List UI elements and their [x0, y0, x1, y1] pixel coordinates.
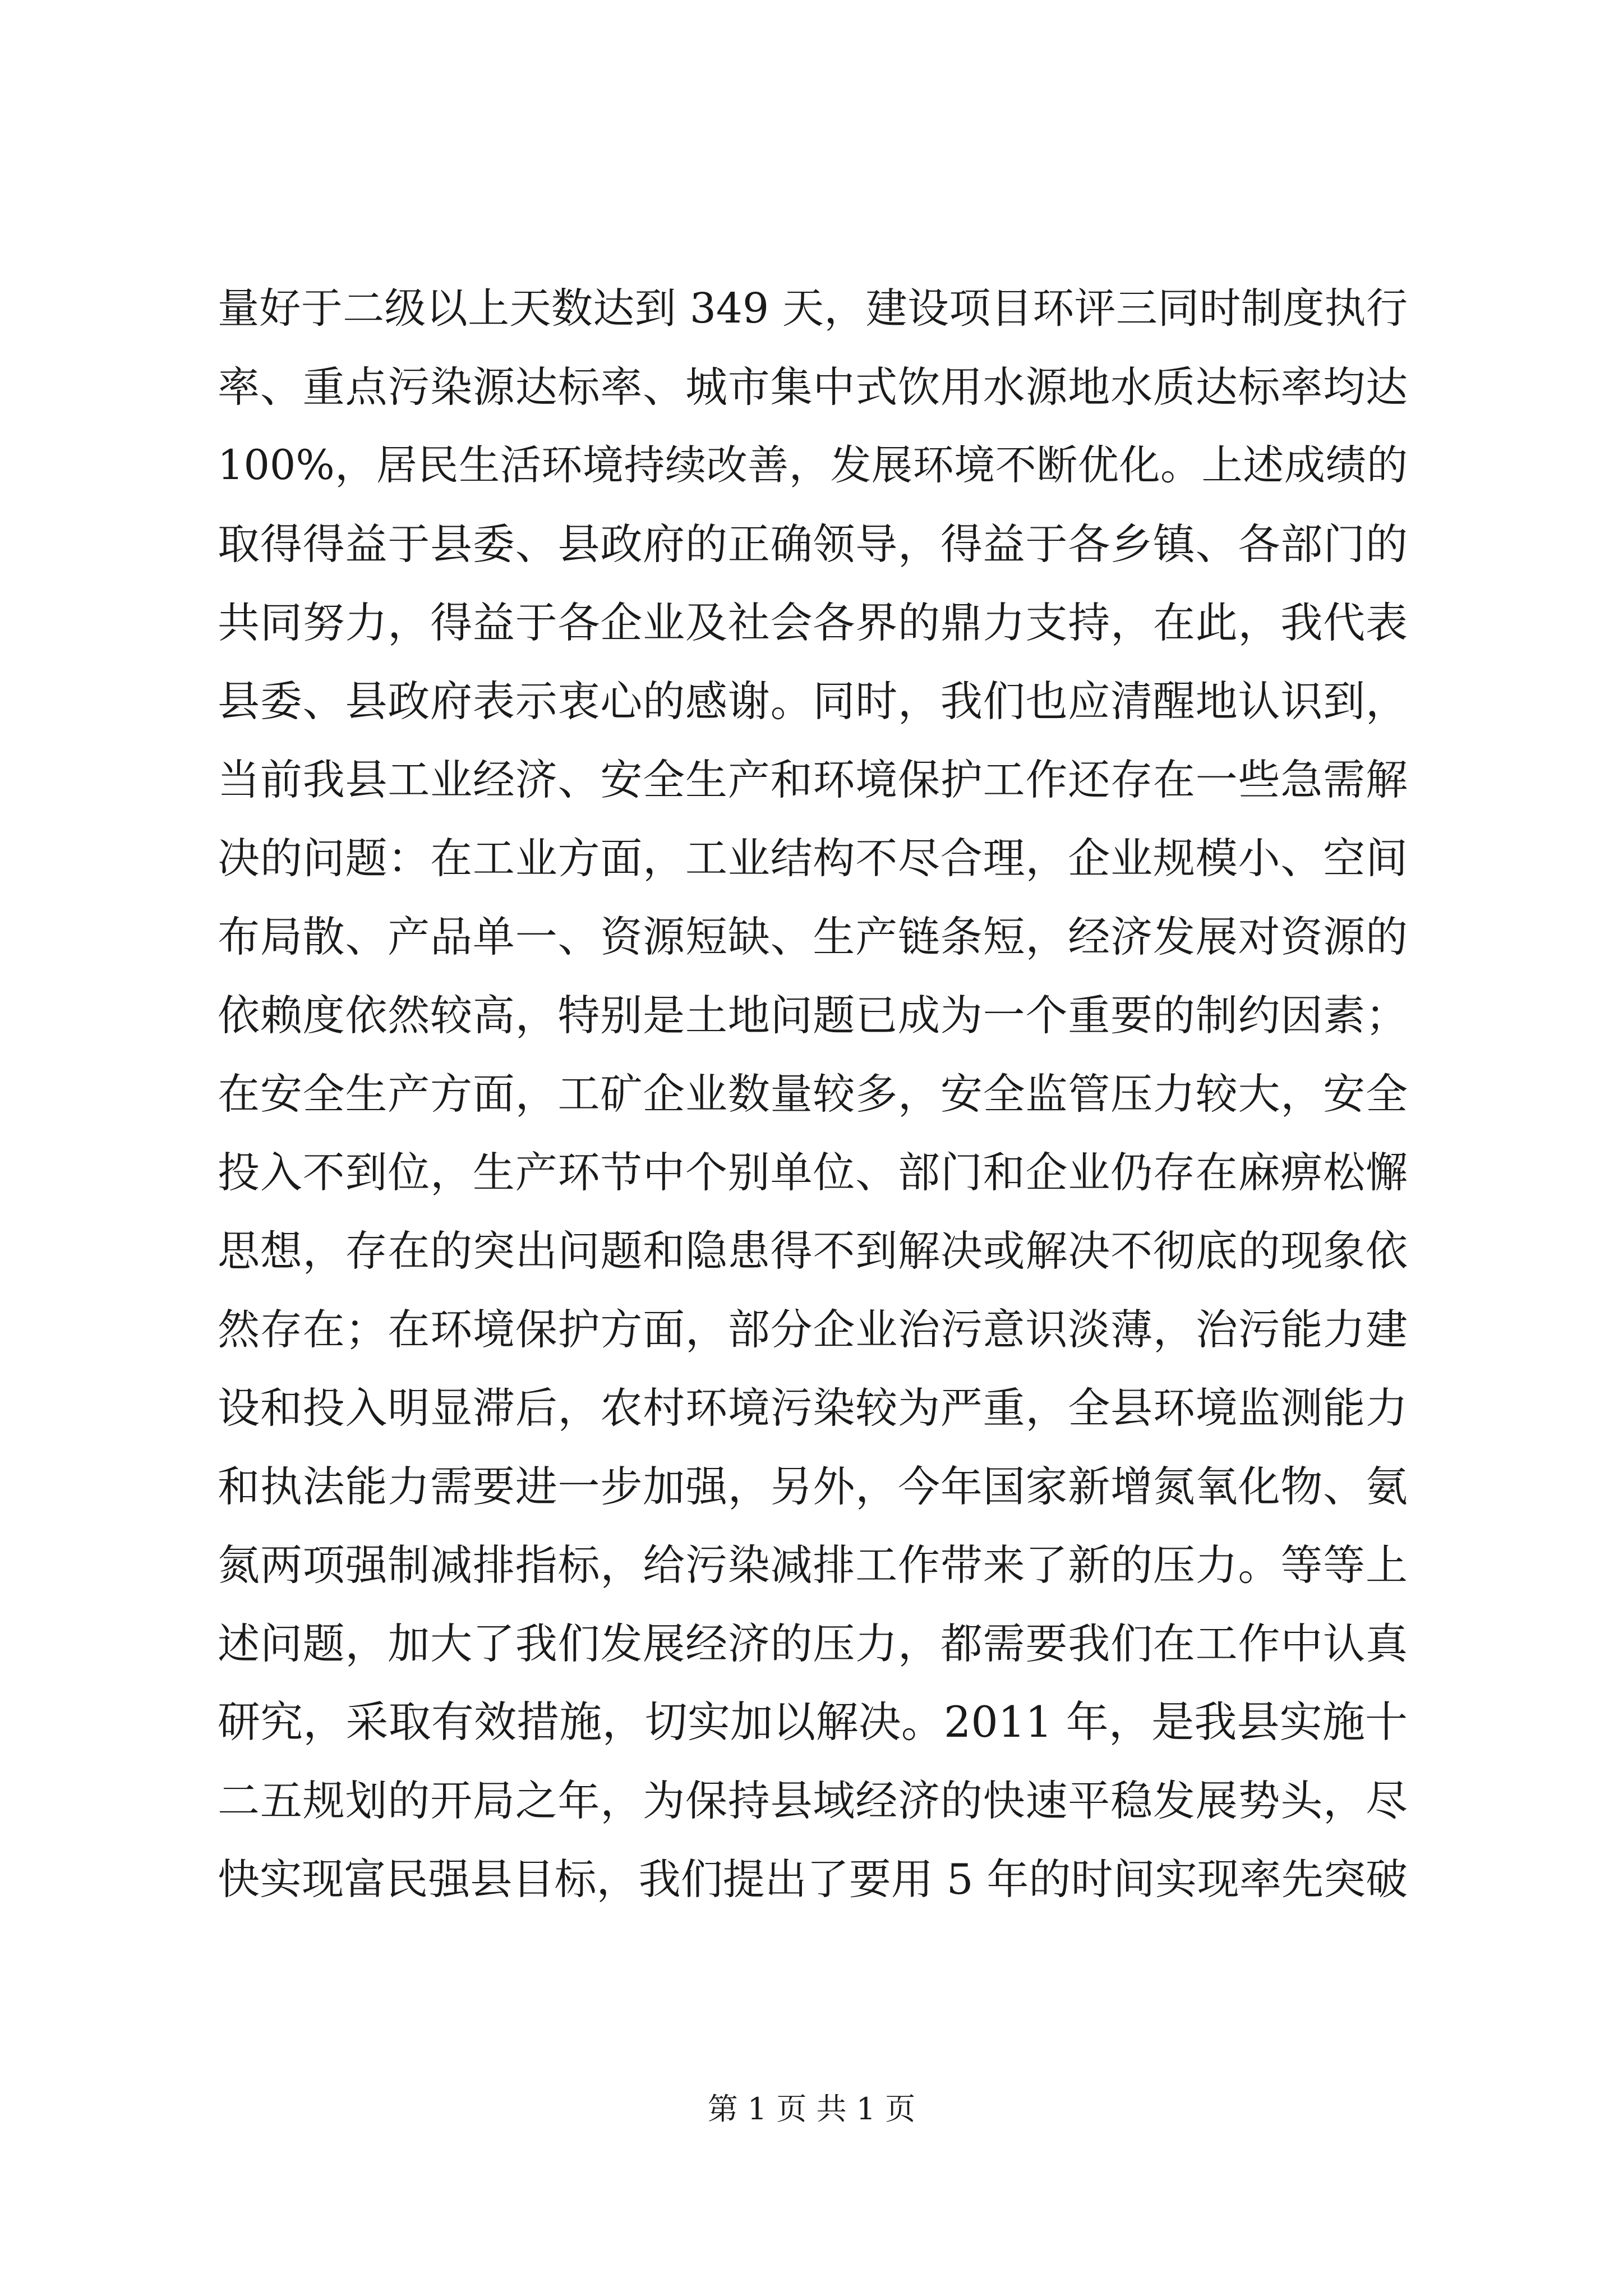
page-footer: 第 1 页 共 1 页	[707, 2091, 916, 2127]
text-line: 思想，存在的突出问题和隐患得不到解决或解决不彻底的现象依	[218, 1226, 1408, 1276]
text-line: 氮两项强制减排指标，给污染减排工作带来了新的压力。等等上	[218, 1540, 1408, 1590]
text-line: 在安全生产方面，工矿企业数量较多，安全监管压力较大，安全	[218, 1069, 1408, 1119]
text-line: 取得得益于县委、县政府的正确领导，得益于各乡镇、各部门的	[218, 519, 1408, 569]
text-line: 布局散、产品单一、资源短缺、生产链条短，经济发展对资源的	[218, 912, 1408, 961]
text-line: 快实现富民强县目标，我们提出了要用 5 年的时间实现率先突破	[218, 1855, 1408, 1904]
text-line: 然存在；在环境保护方面，部分企业治污意识淡薄，治污能力建	[218, 1305, 1408, 1354]
text-line: 述问题，加大了我们发展经济的压力，都需要我们在工作中认真	[218, 1619, 1408, 1668]
text-line: 依赖度依然较高，特别是土地问题已成为一个重要的制约因素；	[218, 991, 1408, 1040]
text-line: 率、重点污染源达标率、城市集中式饮用水源地水质达标率均达	[218, 362, 1408, 412]
text-line: 二五规划的开局之年，为保持县域经济的快速平稳发展势头，尽	[218, 1776, 1408, 1825]
text-line: 研究，采取有效措施，切实加以解决。2011 年，是我县实施十	[218, 1697, 1408, 1747]
text-line: 县委、县政府表示衷心的感谢。同时，我们也应清醒地认识到，	[218, 677, 1408, 726]
body-text	[218, 269, 1408, 1918]
text-line: 当前我县工业经济、安全生产和环境保护工作还存在一些急需解	[218, 755, 1408, 804]
text-line: 投入不到位，生产环节中个别单位、部门和企业仍存在麻痹松懈	[218, 1148, 1408, 1197]
text-line: 100%，居民生活环境持续改善，发展环境不断优化。上述成绩的	[218, 441, 1408, 489]
text-line: 决的问题：在工业方面，工业结构不尽合理，企业规模小、空间	[218, 834, 1408, 883]
text-line: 共同努力，得益于各企业及社会各界的鼎力支持，在此，我代表	[218, 598, 1408, 647]
text-line: 和执法能力需要进一步加强，另外，今年国家新增氮氧化物、氨	[218, 1462, 1408, 1511]
text-line: 设和投入明显滞后，农村环境污染较为严重，全县环境监测能力	[218, 1383, 1408, 1433]
text-line: 量好于二级以上天数达到 349 天，建设项目环评三同时制度执行	[218, 284, 1408, 333]
